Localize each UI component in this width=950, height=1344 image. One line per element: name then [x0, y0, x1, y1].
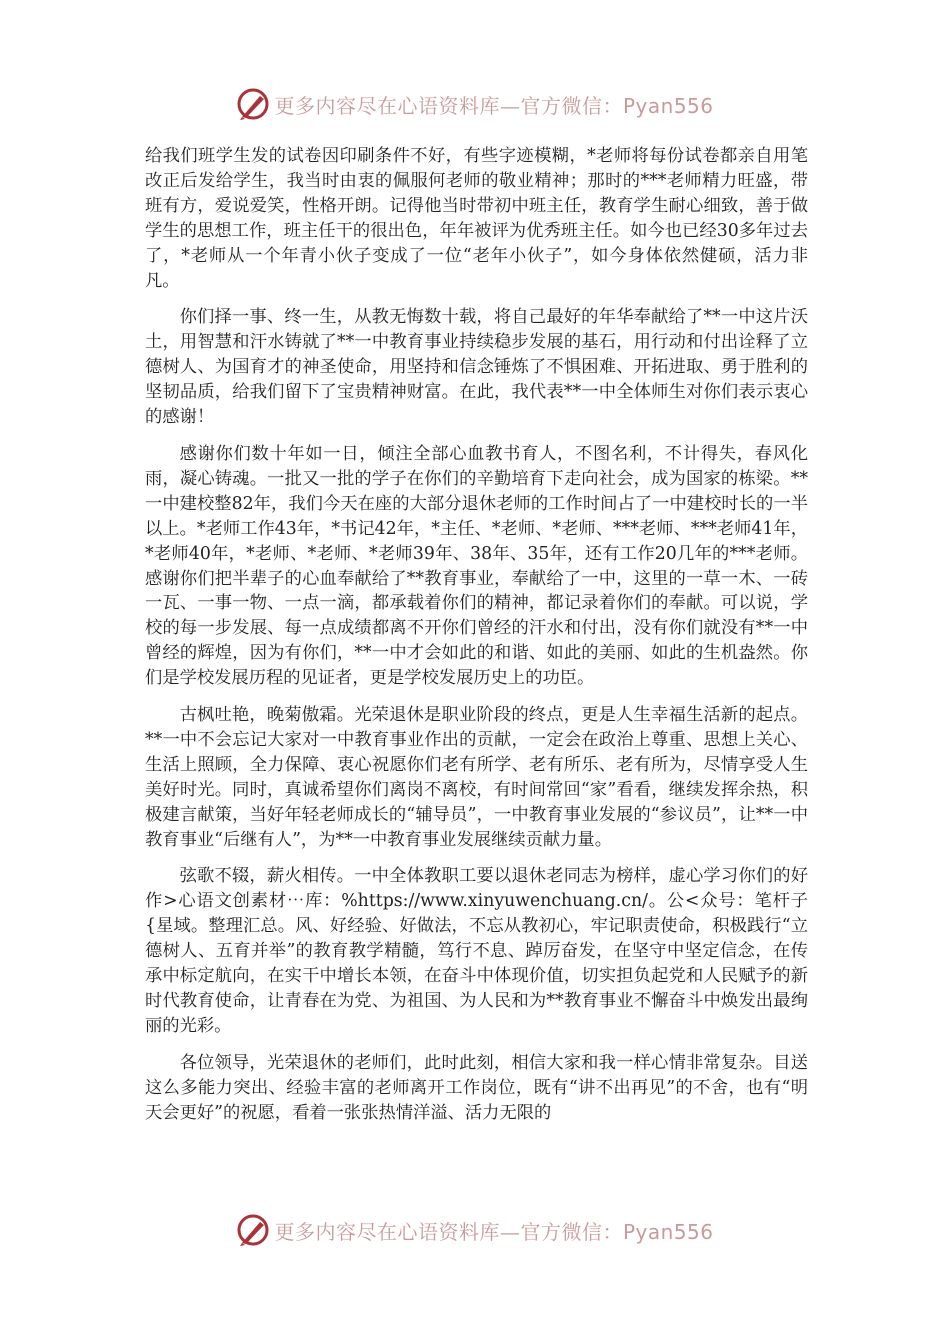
banner-text [274, 1216, 713, 1245]
pen-logo-icon [236, 1213, 270, 1247]
banner-wechat-id: Pyan556 [622, 1219, 714, 1244]
header-banner [0, 84, 950, 124]
paragraph-3: 感谢你们数十年如一日，倾注全部心血教书育人，不图名利，不计得失，春风化雨，凝心铸魂。一批又一批的学子在你们的辛勤培育下走向社会，成为国家的栋梁。**一中建校整82年，我们今天在座的大部分退休老师的工作时间占了一中建校时长的一半以上。*老师工作43年，*书记42年，*主任、*老师、*老师、***老师、***老师41年，*老师40年，*老师、*老师、*老师39年、38年、35年，还有工作20几年的***老师。感谢你们把半辈子的心血奉献给了**教育事业，奉献给了一中，这里的一草一木、一砖一瓦、一事一物、一点一滴，都承载着你们的精神，都记录着你们的奉献。可以说，学校的每一步发展、每一点成绩都离不开你们曾经的汗水和付出，没有你们就没有**一中曾经的辉煌，因为有你们，**一中才会如此的和谐、如此的美丽、如此的生机盎然。你们是学校发展历程的见证者，更是学校发展历史上的功臣。 [145, 443, 808, 689]
banner-wechat-id: Pyan556 [622, 93, 714, 118]
paragraph-6: 各位领导，光荣退休的老师们，此时此刻，相信大家和我一样心情非常复杂。目送这么多能力突出、经验丰富的老师离开工作岗位，既有“讲不出再见”的不舍，也有“明天会更好”的祝愿，看着一张张热情洋溢、活力无限的 [145, 1052, 808, 1123]
document-body [145, 144, 808, 1138]
paragraph-1: 给我们班学生发的试卷因印刷条件不好，有些字迹模糊，*老师将每份试卷都亲自用笔改正后发给学生，我当时由衷的佩服何老师的敬业精神；那时的***老师精力旺盛，带班有方，爱说爱笑，性格开朗。记得他当时带初中班主任，教育学生耐心细致，善于做学生的思想工作，班主任干的很出色，年年被评为优秀班主任。如今也已经30多年过去了，*老师从一个年青小伙子变成了一位“老年小伙子”，如今身体依然健硕，活力非凡。 [145, 146, 808, 291]
banner-text [274, 90, 713, 119]
banner-main-text: 更多内容尽在心语资料库—官方微信： [274, 1219, 623, 1244]
paragraph-2: 你们择一事、终一生，从教无悔数十载，将自己最好的年华奉献给了**一中这片沃土，用智慧和汗水铸就了**一中教育事业持续稳步发展的基石，用行动和付出诠释了立德树人、为国育才的神圣使命，用坚持和信念锤炼了不惧困难、开拓进取、勇于胜利的坚韧品质，给我们留下了宝贵精神财富。在此，我代表**一中全体师生对你们表示衷心的感谢！ [145, 307, 808, 428]
pen-logo-icon [236, 87, 270, 121]
banner-main-text: 更多内容尽在心语资料库—官方微信： [274, 93, 623, 118]
paragraph-4: 古枫吐艳，晚菊傲霜。光荣退休是职业阶段的终点，更是人生幸福生活新的起点。**一中不会忘记大家对一中教育事业作出的贡献，一定会在政治上尊重、思想上关心、生活上照顾，全力保障、衷心祝愿你们老有所学、老有所乐、老有所为，尽情享受人生美好时光。同时，真诚希望你们离岗不离校，有时间常回“家”看看，继续发挥余热，积极建言献策，当好年轻老师成长的“辅导员”，一中教育事业发展的“参议员”，让**一中教育事业“后继有人”，为**一中教育事业发展继续贡献力量。 [145, 705, 808, 850]
footer-banner [0, 1210, 950, 1250]
paragraph-5: 弦歌不辍，薪火相传。一中全体教职工要以退休老同志为榜样，虚心学习你们的好作>心语文创素材⋯库：%https://www.xinyuwenchuang.cn/。公<众号：笔杆子{星域。整理汇总。风、好经验、好做法，不忘从教初心，牢记职责使命，积极践行“立德树人、五育并举”的教育教学精髓，笃行不息、踔厉奋发，在坚守中坚定信念，在传承中标定航向，在实干中增长本领，在奋斗中体现价值，切实担负起党和人民赋予的新时代教育使命，让青春在为党、为祖国、为人民和为**教育事业不懈奋斗中焕发出最绚丽的光彩。 [145, 866, 808, 1036]
